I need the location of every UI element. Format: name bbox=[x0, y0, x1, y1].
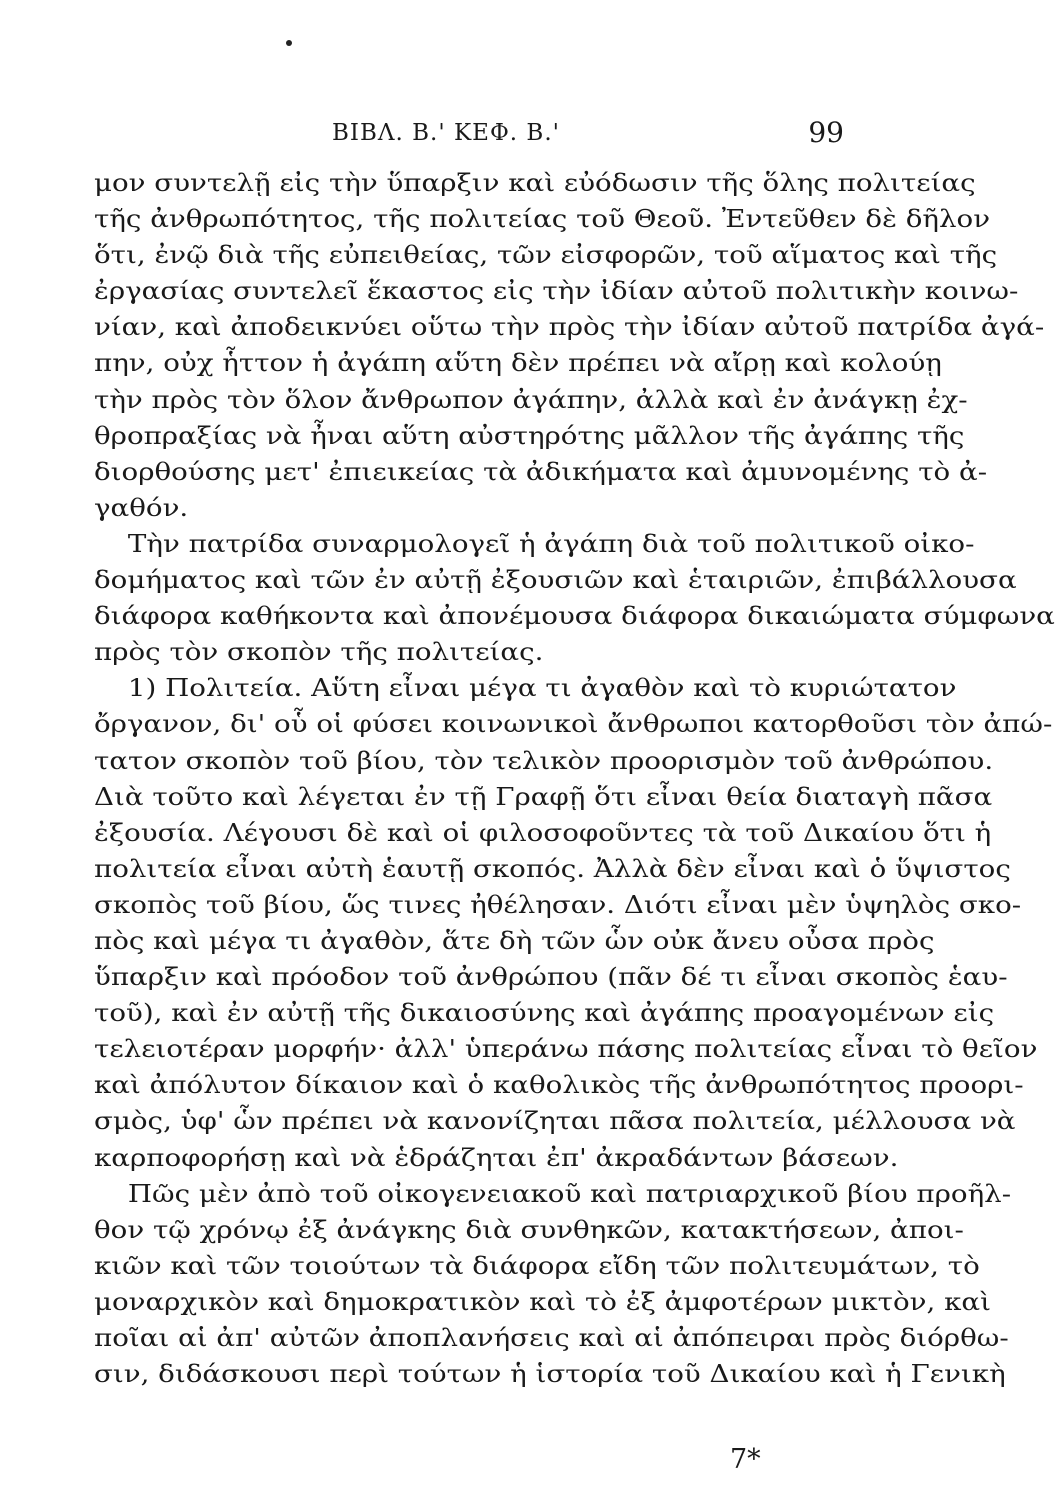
text-line: διορθούσης μετ' ἐπιεικείας τὰ ἀδικήματα καὶ ἀμυνομένης τὸ ἀ- bbox=[94, 456, 988, 486]
text-line: ὄργανον, δι' οὗ οἱ φύσει κοινωνικοὶ ἄνθρωποι κατορθοῦσι τὸν ἀπώ- bbox=[94, 709, 1053, 739]
text-line: γαθόν. bbox=[94, 492, 189, 522]
page-header bbox=[94, 114, 844, 154]
text-line: κιῶν καὶ τῶν τοιούτων τὰ διάφορα εἴδη τῶν πολιτευμάτων, τὸ bbox=[94, 1250, 980, 1280]
running-head: ΒΙΒΛ. Β.' ΚΕΦ. Β.' bbox=[332, 120, 560, 146]
signature-mark: 7* bbox=[730, 1444, 761, 1475]
text-line: σιν, διδάσκουσι περὶ τούτων ἡ ἱστορία τοῦ Δικαίου καὶ ἡ Γενικὴ bbox=[94, 1359, 1006, 1389]
text-line: διάφορα καθήκοντα καὶ ἀπονέμουσα διάφορα δικαιώματα σύμφωνα bbox=[94, 601, 1055, 631]
text-line: πην, οὐχ ἧττον ἡ ἀγάπη αὕτη δὲν πρέπει νὰ αἴρῃ καὶ κολούῃ bbox=[94, 348, 942, 378]
text-line: τῆς ἀνθρωπότητος, τῆς πολιτείας τοῦ Θεοῦ. Ἐντεῦθεν δὲ δῆλον bbox=[94, 204, 991, 234]
text-line: πρὸς τὸν σκοπὸν τῆς πολιτείας. bbox=[94, 637, 544, 667]
text-line: νίαν, καὶ ἀποδεικνύει οὕτω τὴν πρὸς τὴν ἰδίαν αὐτοῦ πατρίδα ἀγά- bbox=[94, 312, 1045, 342]
text-line: πολιτεία εἶναι αὐτὴ ἑαυτῇ σκοπός. Ἀλλὰ δὲν εἶναι καὶ ὁ ὕψιστος bbox=[94, 853, 1011, 883]
text-line: καρποφορήσῃ καὶ νὰ ἑδράζηται ἐπ' ἀκραδάντων βάσεων. bbox=[94, 1142, 899, 1172]
text-line: πὸς καὶ μέγα τι ἀγαθὸν, ἅτε δὴ τῶν ὧν οὐκ ἄνευ οὖσα πρὸς bbox=[94, 925, 935, 955]
text-line: ὅτι, ἐνῷ διὰ τῆς εὐπειθείας, τῶν εἰσφορῶν, τοῦ αἵματος καὶ τῆς bbox=[94, 240, 998, 270]
page-number: 99 bbox=[808, 116, 844, 149]
text-line: μον συντελῇ εἰς τὴν ὕπαρξιν καὶ εὐόδωσιν τῆς ὅλης πολιτείας bbox=[94, 168, 976, 197]
text-line: δομήματος καὶ τῶν ἐν αὐτῇ ἐξουσιῶν καὶ ἑταιριῶν, ἐπιβάλλουσα bbox=[94, 565, 1017, 595]
text-line: τοῦ), καὶ ἐν αὐτῇ τῆς δικαιοσύνης καὶ ἀγάπης προαγομένων εἰς bbox=[94, 998, 995, 1028]
text-line: σκοπὸς τοῦ βίου, ὥς τινες ἠθέλησαν. Διότι εἶναι μὲν ὑψηλὸς σκο- bbox=[94, 889, 1022, 919]
text-line: τελειοτέραν μορφήν· ἀλλ' ὑπεράνω πάσης πολιτείας εἶναι τὸ θεῖον bbox=[94, 1034, 1038, 1064]
text-line: σμὸς, ὑφ' ὧν πρέπει νὰ κανονίζηται πᾶσα πολιτεία, μέλλουσα νὰ bbox=[94, 1106, 1016, 1136]
paragraph-start-line: 1) Πολιτεία. Αὕτη εἶναι μέγα τι ἀγαθὸν καὶ τὸ κυριώτατον bbox=[127, 673, 957, 703]
text-line: Διὰ τοῦτο καὶ λέγεται ἐν τῇ Γραφῇ ὅτι εἶναι θεία διαταγὴ πᾶσα bbox=[94, 781, 993, 811]
text-line: καὶ ἀπόλυτον δίκαιον καὶ ὁ καθολικὸς τῆς ἀνθρωπότητος προορι- bbox=[94, 1070, 1024, 1100]
text-line: μοναρχικὸν καὶ δημοκρατικὸν καὶ τὸ ἐξ ἀμφοτέρων μικτὸν, καὶ bbox=[94, 1286, 991, 1316]
ink-speck bbox=[286, 40, 292, 46]
text-line: τὴν πρὸς τὸν ὅλον ἄνθρωπον ἀγάπην, ἀλλὰ καὶ ἐν ἀνάγκῃ ἐχ- bbox=[94, 384, 968, 414]
body-text bbox=[94, 165, 1055, 1392]
text-line: ποῖαι αἱ ἀπ' αὐτῶν ἀποπλανήσεις καὶ αἱ ἀπόπειραι πρὸς διόρθω- bbox=[94, 1323, 1009, 1352]
text-line: ἐργασίας συντελεῖ ἕκαστος εἰς τὴν ἰδίαν αὐτοῦ πολιτικὴν κοινω- bbox=[94, 276, 1019, 306]
text-line: ὕπαρξιν καὶ πρόοδον τοῦ ἀνθρώπου (πᾶν δέ τι εἶναι σκοπὸς ἑαυ- bbox=[94, 962, 1008, 992]
text-line: θροπραξίας νὰ ἦναι αὕτη αὐστηρότης μᾶλλον τῆς ἀγάπης τῆς bbox=[94, 420, 965, 450]
text-line: ἐξουσία. Λέγουσι δὲ καὶ οἱ φιλοσοφοῦντες τὰ τοῦ Δικαίου ὅτι ἡ bbox=[94, 817, 992, 847]
text-line: θον τῷ χρόνῳ ἐξ ἀνάγκης διὰ συνθηκῶν, κατακτήσεων, ἀποι- bbox=[94, 1214, 964, 1244]
text-line: τατον σκοπὸν τοῦ βίου, τὸν τελικὸν προορισμὸν τοῦ ἀνθρώπου. bbox=[94, 745, 994, 775]
paragraph-start-line: Πῶς μὲν ἀπὸ τοῦ οἰκογενειακοῦ καὶ πατριαρχικοῦ βίου προῆλ- bbox=[127, 1178, 1012, 1208]
paragraph-start-line: Τὴν πατρίδα συναρμολογεῖ ἡ ἀγάπη διὰ τοῦ πολιτικοῦ οἰκο- bbox=[127, 528, 975, 558]
